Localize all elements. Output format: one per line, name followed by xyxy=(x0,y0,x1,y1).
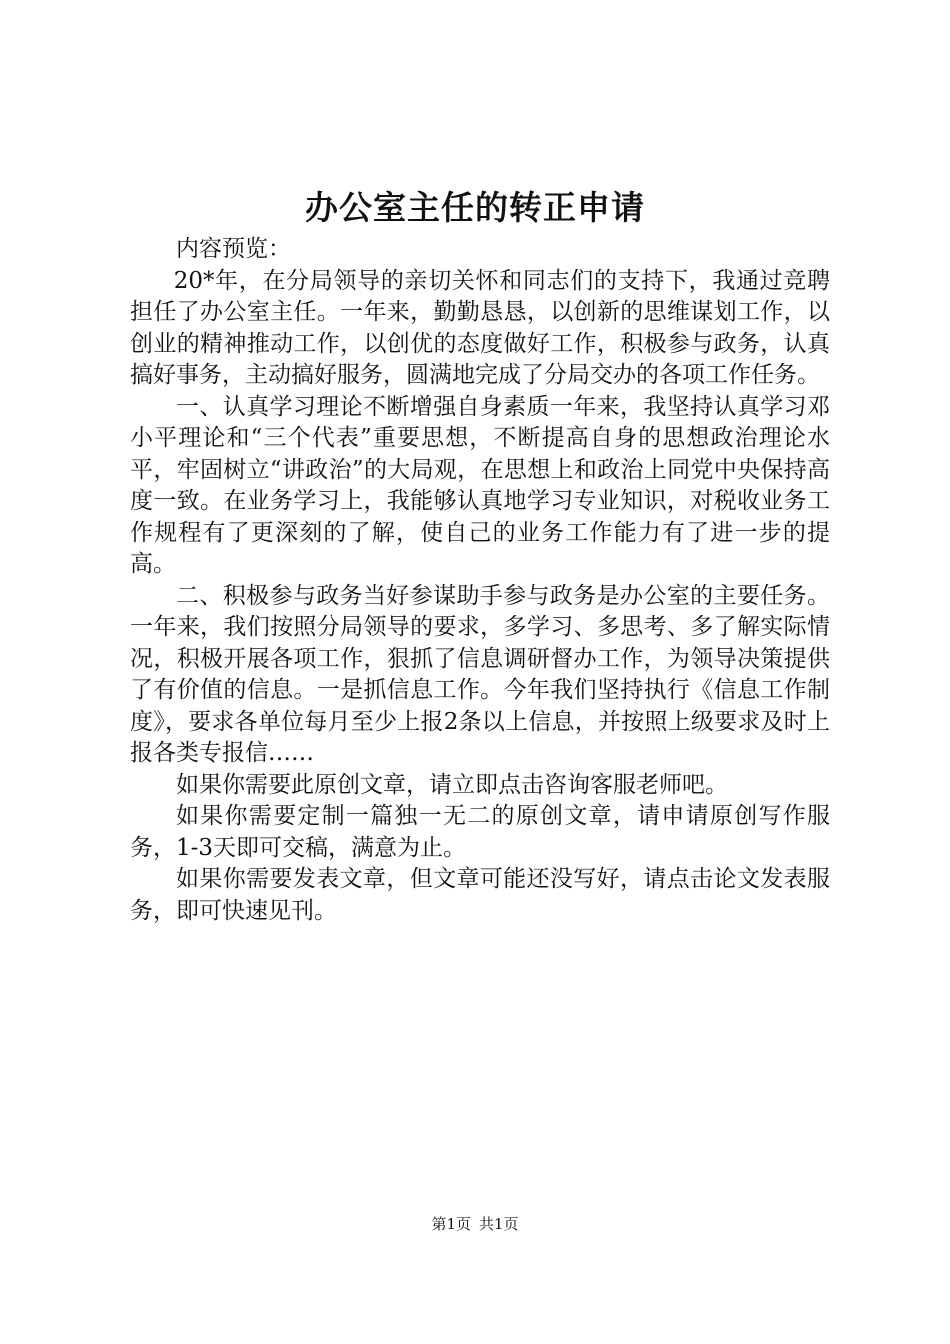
paragraph-publish-link[interactable]: 如果你需要发表文章，但文章可能还没写好，请点击论文发表服务，即可快速见刊。 xyxy=(130,866,830,924)
paragraph-custom-writing-link[interactable]: 如果你需要定制一篇独一无二的原创文章，请申请原创写作服务，1-3天即可交稿，满意为止。 xyxy=(130,803,830,861)
page-number: 第1页 xyxy=(431,1215,471,1233)
page-total: 共1页 xyxy=(479,1215,519,1233)
document-body xyxy=(130,234,830,927)
document-title: 办公室主任的转正申请 xyxy=(305,188,645,227)
paragraph-intro: 20*年，在分局领导的亲切关怀和同志们的支持下，我通过竞聘担任了办公室主任。一年来，勤勤恳恳，以创新的思维谋划工作，以创业的精神推动工作，以创优的态度做好工作，积极参与政务，认真搞好事务，主动搞好服务，圆满地完成了分局交办的各项工作任务。 xyxy=(130,267,830,388)
preview-label: 内容预览： xyxy=(176,236,291,262)
paragraph-study: 一、认真学习理论不断增强自身素质一年来，我坚持认真学习邓小平理论和“三个代表”重要思想，不断提高自身的思想政治理论水平，牢固树立“讲政治”的大局观，在思想上和政治上同党中央保持高度一致。在业务学习上，我能够认真地学习专业知识，对税收业务工作规程有了更深刻的了解，使自己的业务工作能力有了进一步的提高。 xyxy=(130,393,830,577)
page-footer xyxy=(0,1214,950,1234)
paragraph-politics: 二、积极参与政务当好参谋助手参与政务是办公室的主要任务。一年来，我们按照分局领导的要求，多学习、多思考、多了解实际情况，积极开展各项工作，狠抓了信息调研督办工作，为领导决策提供了有价值的信息。一是抓信息工作。今年我们坚持执行《信息工作制度》，要求各单位每月至少上报2条以上信息，并按照上级要求及时上报各类专报信…… xyxy=(130,582,830,766)
paragraph-consult-link[interactable]: 如果你需要此原创文章，请立即点击咨询客服老师吧。 xyxy=(176,771,728,798)
